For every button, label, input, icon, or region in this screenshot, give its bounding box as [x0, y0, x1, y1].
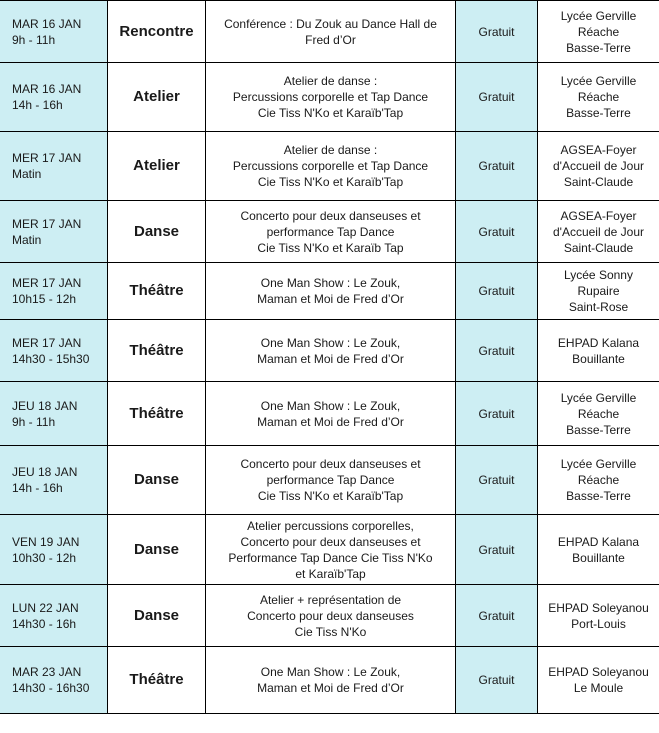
event-description-line: Atelier de danse :	[283, 143, 378, 157]
event-row	[0, 201, 659, 263]
event-category-cell	[108, 647, 206, 714]
event-price-cell	[456, 382, 538, 446]
event-price-cell	[456, 585, 538, 647]
event-place-line: Bouillante	[572, 550, 625, 565]
event-place-line: Lycée Sonny Rupaire	[564, 268, 633, 298]
event-place-cell	[538, 382, 659, 446]
event-place-line: EHPAD Kalana	[557, 534, 640, 549]
event-place-cell	[538, 320, 659, 382]
event-place-cell	[538, 585, 659, 647]
event-row	[0, 647, 659, 714]
event-category: Danse	[133, 222, 180, 240]
event-date: MAR 23 JAN	[12, 665, 82, 679]
event-price-cell	[456, 201, 538, 263]
event-price-cell	[456, 515, 538, 585]
event-time: 14h30 - 16h30	[12, 681, 90, 695]
event-description-line: performance Tap Dance	[266, 473, 395, 487]
event-price-cell	[456, 263, 538, 320]
event-description-cell	[206, 382, 456, 446]
event-description-cell	[206, 320, 456, 382]
event-place-line: Basse-Terre	[566, 40, 631, 55]
event-time: 14h - 16h	[12, 481, 63, 495]
event-description-line: Cie Tiss N'Ko et Karaïb Tap	[257, 240, 404, 255]
event-price-cell	[456, 446, 538, 515]
event-description-line: Atelier + représentation de	[259, 592, 402, 607]
event-description-line: Maman et Moi de Fred d’Or	[257, 351, 404, 366]
event-place-line: Réache	[577, 473, 620, 487]
event-place-cell	[538, 263, 659, 320]
event-place-line: Réache	[577, 90, 620, 104]
event-description-cell	[206, 515, 456, 585]
event-row	[0, 382, 659, 446]
event-place-line: Bouillante	[572, 351, 625, 366]
event-description-line: Percussions corporelle et Tap Dance	[232, 159, 429, 173]
event-time: 9h - 11h	[12, 414, 56, 429]
event-date-cell	[0, 132, 108, 201]
event-description-line: Cie Tiss N'Ko et Karaïb'Tap	[257, 175, 404, 189]
event-category: Danse	[133, 540, 180, 558]
event-place-line: EHPAD Soleyanou	[548, 600, 649, 615]
schedule-body	[0, 1, 659, 714]
event-place-cell	[538, 132, 659, 201]
event-time: 10h30 - 12h	[12, 550, 77, 565]
event-place-line: Réache	[577, 406, 620, 421]
event-date-cell	[0, 320, 108, 382]
event-price: Gratuit	[478, 673, 515, 687]
event-category: Atelier	[133, 88, 180, 105]
event-description-line: One Man Show : Le Zouk,	[260, 276, 401, 290]
event-place-line: Le Moule	[573, 681, 624, 695]
event-description-line: Maman et Moi de Fred d’Or	[257, 292, 404, 306]
event-category: Atelier	[133, 157, 180, 174]
event-time: 14h - 16h	[12, 98, 63, 112]
event-price: Gratuit	[478, 542, 515, 557]
event-date: LUN 22 JAN	[12, 600, 79, 615]
event-date: MAR 16 JAN	[12, 16, 82, 31]
event-time: 9h - 11h	[12, 32, 56, 47]
event-time: Matin	[12, 232, 42, 247]
event-description-line: One Man Show : Le Zouk,	[260, 335, 401, 350]
event-place-line: Basse-Terre	[566, 422, 631, 437]
event-date-cell	[0, 446, 108, 515]
event-price: Gratuit	[478, 90, 515, 104]
event-date-cell	[0, 63, 108, 132]
event-category-cell	[108, 585, 206, 647]
event-place-line: Port-Louis	[571, 616, 626, 631]
event-description-line: Cie Tiss N'Ko et Karaïb'Tap	[257, 489, 404, 503]
event-time: 14h30 - 15h30	[12, 351, 90, 366]
event-place-line: Saint-Claude	[563, 175, 634, 189]
event-category-cell	[108, 320, 206, 382]
event-time: 14h30 - 16h	[12, 616, 77, 631]
event-description-cell	[206, 263, 456, 320]
event-date-cell	[0, 201, 108, 263]
event-place-line: AGSEA-Foyer	[560, 208, 637, 223]
event-category: Théâtre	[129, 282, 184, 299]
event-price-cell	[456, 63, 538, 132]
event-description-line: Atelier percussions corporelles,	[247, 518, 414, 533]
event-category: Théâtre	[129, 671, 184, 688]
event-time: 10h15 - 12h	[12, 292, 77, 306]
event-description-line: Percussions corporelle et Tap Dance	[232, 90, 429, 104]
event-description-line: Atelier de danse :	[283, 74, 378, 88]
event-row	[0, 515, 659, 585]
event-place-line: Lycée Gerville	[560, 390, 637, 405]
event-price-cell	[456, 1, 538, 63]
event-price-cell	[456, 320, 538, 382]
event-description-cell	[206, 132, 456, 201]
event-description-cell	[206, 1, 456, 63]
event-category-cell	[108, 201, 206, 263]
event-description-line: Concerto pour deux danseuses et	[240, 208, 421, 223]
event-category-cell	[108, 63, 206, 132]
event-category: Rencontre	[119, 22, 194, 40]
event-time: Matin	[12, 167, 42, 181]
event-date: MER 17 JAN	[12, 151, 82, 165]
event-date: MAR 16 JAN	[12, 82, 82, 96]
event-description-line: Performance Tap Dance Cie Tiss N'Ko	[228, 550, 433, 565]
event-place-line: Basse-Terre	[566, 106, 631, 120]
event-place-cell	[538, 63, 659, 132]
event-row	[0, 320, 659, 382]
event-price-cell	[456, 647, 538, 714]
event-category: Théâtre	[129, 341, 184, 359]
event-date-cell	[0, 382, 108, 446]
event-place-line: Réache	[577, 24, 620, 39]
event-place-line: d'Accueil de Jour	[552, 224, 644, 239]
event-price: Gratuit	[478, 159, 515, 173]
event-description-line: Cie Tiss N'Ko	[294, 624, 367, 639]
event-date: VEN 19 JAN	[12, 534, 80, 549]
event-price: Gratuit	[478, 473, 515, 487]
event-price: Gratuit	[478, 406, 515, 421]
event-description-cell	[206, 63, 456, 132]
event-place-line: Lycée Gerville	[560, 74, 637, 88]
event-category: Danse	[133, 606, 180, 624]
event-place-line: Lycée Gerville	[560, 8, 637, 23]
event-place-line: AGSEA-Foyer	[560, 143, 637, 157]
event-price: Gratuit	[478, 608, 515, 623]
event-description-line: Conférence : Du Zouk au Dance Hall de	[224, 16, 437, 31]
event-place-line: EHPAD Kalana	[557, 335, 640, 350]
event-description-line: One Man Show : Le Zouk,	[260, 398, 401, 413]
event-place-cell	[538, 446, 659, 515]
event-date: JEU 18 JAN	[12, 465, 78, 479]
event-description-line: Concerto pour deux danseuses	[247, 608, 414, 623]
event-description-cell	[206, 201, 456, 263]
event-category: Théâtre	[129, 404, 184, 422]
event-row	[0, 132, 659, 201]
event-date: JEU 18 JAN	[12, 398, 78, 413]
event-description-line: Concerto pour deux danseuses et	[240, 457, 421, 471]
event-price: Gratuit	[478, 224, 515, 239]
event-place-line: EHPAD Soleyanou	[548, 665, 649, 679]
event-description-line: performance Tap Dance	[266, 224, 395, 239]
event-place-line: Saint-Rose	[568, 300, 629, 314]
event-category-cell	[108, 382, 206, 446]
event-date: MER 17 JAN	[12, 335, 82, 350]
event-place-line: d'Accueil de Jour	[552, 159, 644, 173]
event-price: Gratuit	[478, 284, 515, 298]
event-category-cell	[108, 1, 206, 63]
event-category-cell	[108, 446, 206, 515]
event-description-cell	[206, 647, 456, 714]
event-category: Danse	[133, 471, 180, 488]
event-description-cell	[206, 585, 456, 647]
event-price: Gratuit	[478, 343, 515, 358]
event-row	[0, 1, 659, 63]
event-price: Gratuit	[478, 24, 515, 39]
event-description-line: Maman et Moi de Fred d’Or	[257, 681, 404, 695]
event-date-cell	[0, 263, 108, 320]
event-category-cell	[108, 515, 206, 585]
event-price-cell	[456, 132, 538, 201]
event-place-line: Basse-Terre	[566, 489, 631, 503]
event-description-line: et Karaïb'Tap	[295, 566, 366, 581]
event-place-line: Lycée Gerville	[560, 457, 637, 471]
event-row	[0, 263, 659, 320]
event-date: MER 17 JAN	[12, 276, 82, 290]
event-description-cell	[206, 446, 456, 515]
event-category-cell	[108, 263, 206, 320]
event-date-cell	[0, 1, 108, 63]
event-date-cell	[0, 647, 108, 714]
event-category-cell	[108, 132, 206, 201]
event-description-line: Maman et Moi de Fred d’Or	[257, 414, 404, 429]
event-row	[0, 63, 659, 132]
event-row	[0, 585, 659, 647]
event-place-line: Saint-Claude	[563, 240, 634, 255]
event-date-cell	[0, 515, 108, 585]
event-description-line: Cie Tiss N'Ko et Karaïb'Tap	[257, 106, 404, 120]
event-place-cell	[538, 515, 659, 585]
event-place-cell	[538, 647, 659, 714]
event-date-cell	[0, 585, 108, 647]
event-place-cell	[538, 201, 659, 263]
event-row	[0, 446, 659, 515]
event-date: MER 17 JAN	[12, 216, 82, 231]
event-place-cell	[538, 1, 659, 63]
event-description-line: Concerto pour deux danseuses et	[240, 534, 421, 549]
event-description-line: Fred d’Or	[305, 32, 356, 47]
event-description-line: One Man Show : Le Zouk,	[260, 665, 401, 679]
